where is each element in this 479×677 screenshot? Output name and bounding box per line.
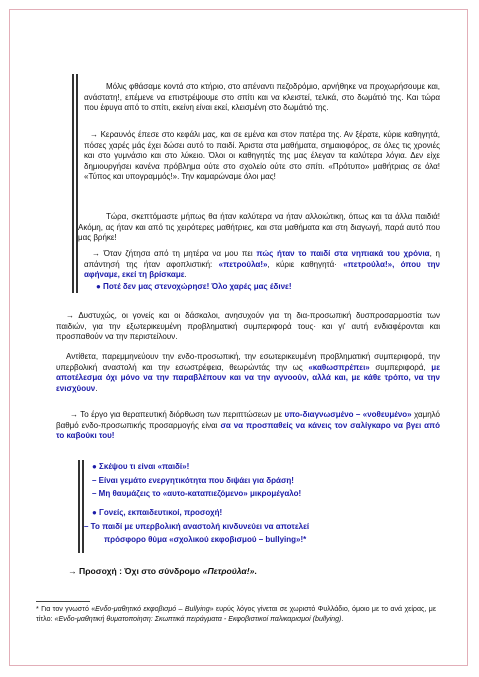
box-line: – Το παιδί με υπερβολική αναστολή κινδυνεύει να αποτελεί — [84, 521, 310, 531]
emphasis-text: Ενδο-μαθητικό εκφοβισμό – Bullying — [95, 605, 210, 613]
emphasis-text: «πετρούλα!» — [343, 259, 393, 269]
text-segment: Αντίθετα, παρεμμηνεύουν την ενδο-προσωπική, την εσωτερικευμένη προβληματική συμπεριφορά, την υπερβολική αναστολή και την εσωστρέφεια, θεωρώντάς την ως — [56, 352, 440, 372]
emphasis-text: «Ενδο-μαθητική θυματοποίηση: Σκωπτικά πειράγματα - Εκφοβιστικοί παλικαρισμοί (bullying) — [54, 614, 342, 623]
paragraph-infant-years — [84, 249, 440, 281]
paragraph-unfortunately: → Δυστυχώς, οι γονείς και οι δάσκαλοι, ανησυχούν για τη δια-προσωπική δυσπροσαρμοστία των παιδιών, για την εξωτερικευμένη προβληματική συμπεριφορά τους· και γι' αυτή ενδιαφέρονται και προσπαθούν να την περιστείλουν. — [56, 311, 440, 342]
text-segment: . — [95, 383, 98, 393]
text-segment: → Προσοχή : Όχι στο σύνδρομο — [68, 566, 203, 576]
paragraph-on-the-contrary — [56, 352, 440, 394]
quote-bar-left — [72, 74, 74, 293]
text-segment: , κύριε καθηγητά· — [267, 259, 344, 269]
box-line: – Μη θαυμάζεις το «αυτο-καταπιεζόμενο» μικρομέγαλο! — [92, 489, 302, 499]
quote-bar-right — [76, 74, 78, 293]
emphasis-text: , όπου την αφήναμε, εκεί τη βρίσκαμε — [84, 259, 441, 280]
paragraph-never-upset: ● Ποτέ δεν μας στενοχώρησε! Όλο χαρές μας έδινε! — [96, 282, 292, 291]
text-segment: * Για τον γνωστό « — [36, 605, 96, 613]
emphasis-text: «πετρούλα!» — [218, 259, 268, 269]
text-segment: , η απάντησή της ήταν αφοπλιστική: — [84, 249, 440, 269]
box-bar-left — [78, 460, 80, 553]
text-segment: → Όταν ζήτησα από τη μητέρα να μου πει — [92, 249, 257, 258]
paragraph-warning — [68, 566, 428, 577]
footnote — [36, 605, 436, 624]
advice-box-parents — [84, 508, 432, 545]
paragraph-thunderbolt: → Κεραυνός έπεσε στο κεφάλι μας, και σε εμένα και στον πατέρα της. Αν ξέρατε, κύριε καθηγητά, πόσες χαρές μάς έχει δώσει αυτό το παιδί. Άριστα στα μαθήματα, σημαιοφόρος, σε όλες τις χρονιές και στο γυμνάσιο και στο λύκειο. Όλοι οι καθηγητές της μας έλεγαν τα καλύτερα λόγια. Δεν είχε δημιουργήσει κανένα πρόβλημα ούτε στο σχολείο ούτε στο σπίτι. «Πρότυπο» μαθήτριας σε όλα! «Τύπος και υπογραμμός!». Την καμαρώναμε όλοι μας! — [84, 130, 440, 182]
advice-box-child — [92, 462, 432, 499]
box-line: ● Σκέψου τι είναι «παιδί»! — [92, 462, 190, 471]
text-segment: . — [184, 270, 187, 280]
text-segment: → Το έργο για θεραπευτική διόρθωση των περιπτώσεων με — [70, 410, 285, 419]
emphasis-text: υπο-διαγνωσμένο – «νοθευμένο» — [284, 410, 412, 419]
box-line: ● Γονείς, εκπαιδευτικοί, προσοχή! — [92, 508, 223, 517]
text-segment: χαμηλό βαθμό ενδο-προσωπικής προσαρμογής είναι — [56, 410, 440, 430]
footnote-rule — [36, 601, 90, 602]
paragraph-therapeutic-work — [56, 410, 440, 442]
paragraph-arrival: Μόλις φθάσαμε κοντά στο κτήριο, στο απέναντι πεζοδρόμιο, αρνήθηκε να προχωρήσουμε και, ανάστατη!, επέμενε να επιστρέψουμε στο σπίτι και να κλειστεί, τελικά, στο δωμάτιό της. Και τώρα που έφυγα από το σπίτι, εκείνη είναι εκεί, κλεισμένη στο δωμάτιό της. — [84, 82, 440, 113]
text-segment: » ευρύς λόγος γίνεται σε χωριστό Φυλλάδιο, όμοιο με το ανά χείρας, με τίτλο: — [36, 605, 436, 623]
emphasis-text: σα να προσπαθείς να κάνεις τον σαλίγκαρο να βγει από το καβούκι του! — [56, 420, 441, 441]
emphasis-text: «Πετρούλα!» — [202, 566, 255, 576]
box-line: πρόσφορο θύμα «σχολικού εκφοβισμού – bullying»!* — [104, 535, 307, 545]
paragraph-now-thinking: Τώρα, σκεπτόμαστε μήπως θα ήταν καλύτερα να ήταν αλλοιώτικη, όπως και τα άλλα παιδιά! Ακόμη, ας ήταν και από τις χειρότερες μαθήτριες, και στα μαθήματα και στη διαγωγή, παρά αυτό που μας βρήκε! — [78, 212, 440, 243]
text-segment: . — [341, 614, 344, 623]
box-bar-right — [82, 460, 84, 553]
text-segment: συμπεριφορά, — [369, 362, 432, 372]
emphasis-text: πώς ήταν το παιδί στα νηπιακά του χρόνια — [256, 249, 430, 258]
box-line: – Είναι γεμάτο ενεργητικότητα που διψάει για δράση! — [92, 475, 294, 485]
text-segment: . — [254, 566, 257, 576]
emphasis-text: «καθωσπρέπει» — [308, 362, 370, 372]
emphasis-text: με αποτέλεσμα όχι μόνο να την παραβλέπουν και να την αγνοούν, αλλά και, με κάθε τρόπο, να την ενισχύουν — [56, 362, 440, 393]
